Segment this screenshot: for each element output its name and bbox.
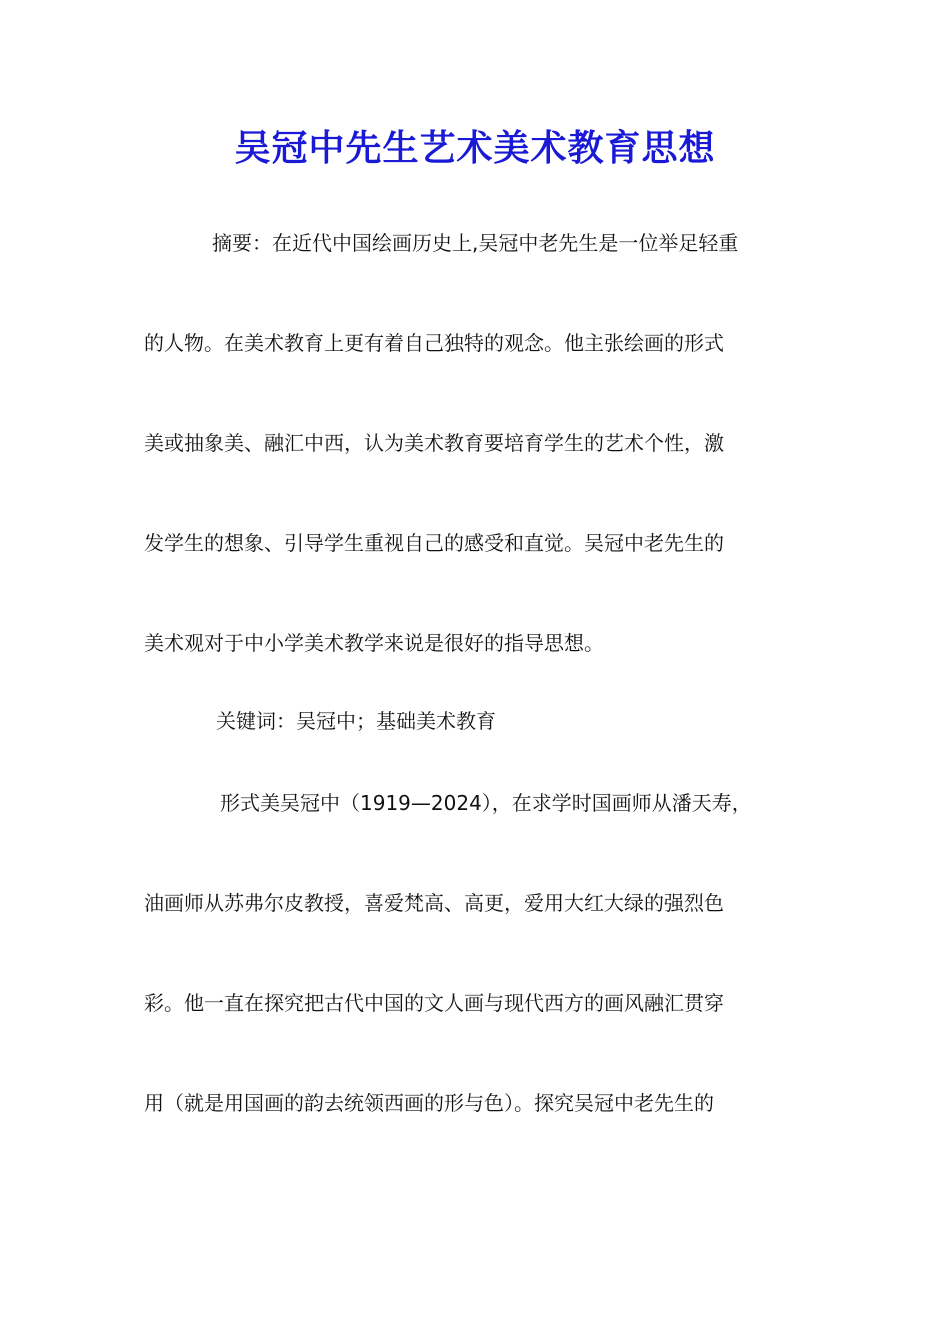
abstract-line-2: 的人物。在美术教育上更有着自己独特的观念。他主张绘画的形式 [144,331,724,355]
document-title: 吴冠中先生艺术美术教育思想 [234,127,716,169]
abstract-line-4: 发学生的想象、引导学生重视自己的感受和直觉。吴冠中老先生的 [144,531,724,555]
abstract-line-1: 摘要：在近代中国绘画历史上,吴冠中老先生是一位举足轻重 [212,231,739,255]
body-line-2: 油画师从苏弗尔皮教授，喜爱梵高、高更，爱用大红大绿的强烈色 [144,891,724,915]
keywords-line: 关键词：吴冠中；基础美术教育 [216,709,496,733]
abstract-line-5: 美术观对于中小学美术教学来说是很好的指导思想。 [144,631,604,655]
abstract-line-3: 美或抽象美、融汇中西，认为美术教育要培育学生的艺术个性，激 [144,431,724,455]
body-line-1: 形式美吴冠中（1919—2024），在求学时国画师从潘天寿， [220,791,752,815]
body-line-3: 彩。他一直在探究把古代中国的文人画与现代西方的画风融汇贯穿 [144,991,724,1015]
body-line-4: 用（就是用国画的韵去统领西画的形与色）。探究吴冠中老先生的 [144,1091,714,1115]
